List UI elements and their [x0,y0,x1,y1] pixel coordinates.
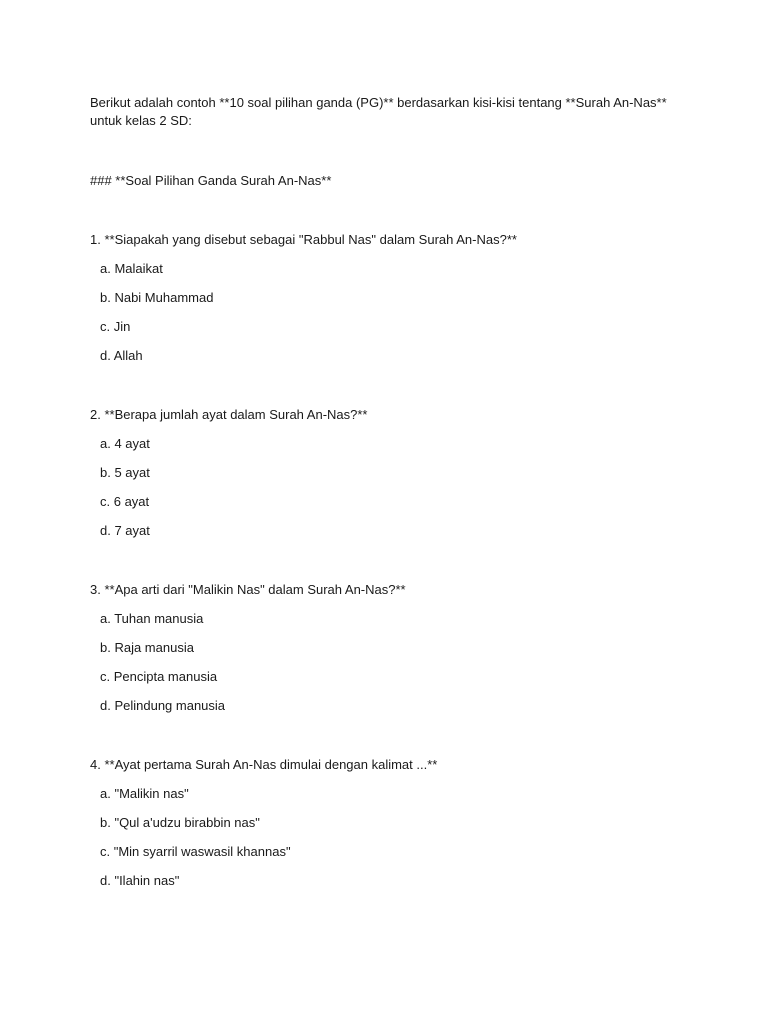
option-d: d. 7 ayat [100,523,150,538]
option-c: c. 6 ayat [100,494,150,509]
option-a: a. 4 ayat [100,436,150,451]
option-c: c. "Min syarril waswasil khannas" [100,844,291,859]
option-a: a. Tuhan manusia [100,611,204,626]
question-2 [90,406,690,540]
question-text: 3. **Apa arti dari "Malikin Nas" dalam Surah An-Nas?** [90,582,406,597]
option-d: d. "Ilahin nas" [100,873,180,888]
option-a: a. "Malikin nas" [100,786,189,801]
question-1 [90,231,690,365]
question-text: 1. **Siapakah yang disebut sebagai "Rabbul Nas" dalam Surah An-Nas?** [90,232,517,247]
document-content [90,94,690,890]
option-b: b. Raja manusia [100,640,194,655]
option-d: d. Pelindung manusia [100,698,226,713]
option-d: d. Allah [100,348,143,363]
option-b: b. "Qul a'udzu birabbin nas" [100,815,260,830]
question-text: 2. **Berapa jumlah ayat dalam Surah An-Nas?** [90,407,368,422]
option-b: b. Nabi Muhammad [100,290,214,305]
section-heading: ### **Soal Pilihan Ganda Surah An-Nas** [90,173,332,188]
question-3 [90,581,690,715]
option-a: a. Malaikat [100,261,163,276]
question-4 [90,756,690,890]
option-b: b. 5 ayat [100,465,150,480]
intro-paragraph: Berikut adalah contoh **10 soal pilihan ganda (PG)** berdasarkan kisi-kisi tentang **Surah An-Nas** untuk kelas 2 SD: [90,95,667,128]
option-c: c. Pencipta manusia [100,669,218,684]
question-text: 4. **Ayat pertama Surah An-Nas dimulai dengan kalimat ...** [90,757,438,772]
option-c: c. Jin [100,319,131,334]
